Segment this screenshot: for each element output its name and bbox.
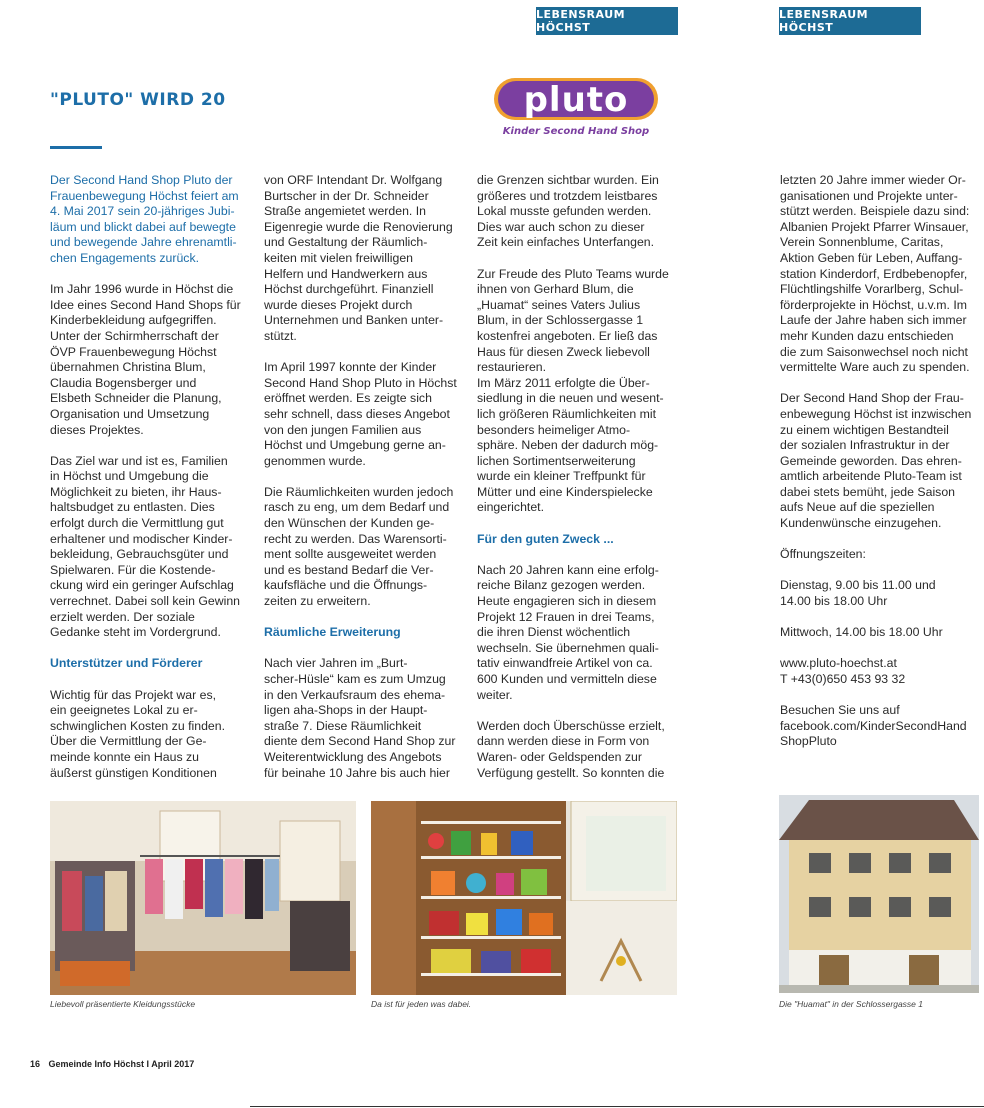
contact-info: www.pluto-hoechst.at T +43(0)650 453 93 32	[780, 656, 906, 686]
page-footer	[30, 1059, 194, 1069]
column-2	[264, 173, 469, 797]
subheading-expansion: Räumliche Erweiterung	[264, 625, 401, 640]
caption-photo-1: Liebevoll präsentierte Kleidungsstücke	[50, 999, 196, 1009]
opening-hours-wednesday: Mittwoch, 14.00 bis 18.00 Uhr	[780, 625, 943, 640]
title-rule	[50, 146, 102, 149]
caption-photo-3: Die "Huamat" in der Schlossergasse 1	[779, 999, 923, 1009]
paragraph: Wichtig für das Projekt war es, ein geeignetes Lokal zu er- schwinglichen Kosten zu finden. Über die Vermittlung der Ge- meinde konnte ein Haus zu äußerst günstigen Konditionen	[50, 687, 225, 780]
photo-toy-shelves	[371, 801, 677, 995]
paragraph: Nach 20 Jahren kann eine erfolg- reiche Bilanz gezogen werden. Heute engagieren sich in diesem Projekt 12 Frauen in drei Teams, die ihren Dienst wöchentlich wechseln. Sie übernehmen quali- tativ einwandfreie Artikel von ca. 600 Kunden und vermitteln diese weiter.	[477, 562, 659, 702]
paragraph: Im April 1997 konnte der Kinder Second Hand Shop Pluto in Höchst eröffnet werden. Es zeigte sich sehr schnell, dass dieses Angebot von den jungen Familien aus Höchst und Umgebung gerne an- genommen wurde.	[264, 360, 457, 468]
paragraph: Im Jahr 1996 wurde in Höchst die Idee eines Second Hand Shops für Kinderbekleidung aufgegriffen. Unter der Schirmherrschaft der ÖVP Frauenbewegung Höchst übernahmen Christina Blum, Claudia Bogensberger und Elsbeth Schneider die Planung, Organisation und Umsetzung dieses Projektes.	[50, 282, 241, 437]
paragraph: Das Ziel war und ist es, Familien in Höchst und Umgebung die Möglichkeit zu bieten, ihr Haus- haltsbudget zu entlasten. Dies erfolgt durch die Vermittlung gut erhaltener und modischer Kinder- bekleidung, Gebrauchsgüter und Spielwaren. Für die Kostende- ckung wird ein geringer Aufschlag verrechnet. Dabei soll kein Gewinn erzielt werden. Der soziale Gedanke steht im Vordergrund.	[50, 453, 241, 640]
section-tag-left: LEBENSRAUM HÖCHST	[536, 7, 678, 35]
paragraph: von ORF Intendant Dr. Wolfgang Burtscher in der Dr. Schneider Straße angemietet werden. In Eigenregie wurde die Renovierung und Gestaltung der Räumlich- keiten mit vielen freiwilligen Helfern und Handwerkern aus Höchst durchgeführt. Finanziell wurde dieses Projekt durch Unternehmen und Banken unter- stützt.	[264, 173, 453, 343]
page-number: 16	[30, 1059, 41, 1069]
logo-subtitle: Kinder Second Hand Shop	[502, 126, 650, 137]
opening-hours-label: Öffnungszeiten:	[780, 547, 866, 562]
publication-name: Gemeinde Info Höchst I April 2017	[48, 1059, 195, 1069]
subheading-good-cause: Für den guten Zweck ...	[477, 531, 614, 546]
column-1	[50, 173, 250, 797]
article-title: "PLUTO" WIRD 20	[50, 90, 226, 110]
photo-clothing-racks	[50, 801, 356, 995]
facebook-info: Besuchen Sie uns auf facebook.com/KinderSecondHand ShopPluto	[780, 703, 967, 749]
section-tag-right: LEBENSRAUM HÖCHST	[779, 7, 921, 35]
subheading-supporters: Unterstützer und Förderer	[50, 656, 203, 671]
column-3	[477, 173, 682, 797]
intro-paragraph: Der Second Hand Shop Pluto der Frauenbewegung Höchst feiert am 4. Mai 2017 sein 20-jähriges Jubi- läum und blickt dabei auf bewegte und bewegende Jahre ehrenamtli- chen Engagements zurück.	[50, 173, 239, 265]
paragraph: die Grenzen sichtbar wurden. Ein größeres und trotzdem leistbares Lokal musste gefunden werden. Dies war auch schon zu dieser Zeit kein einfaches Unterfangen.	[477, 173, 659, 250]
pluto-logo	[490, 74, 662, 140]
bottom-divider	[250, 1106, 984, 1107]
photo-huamat-house	[779, 795, 979, 993]
paragraph: Nach vier Jahren im „Burt- scher-Hüsle“ kam es zum Umzug in den Verkaufsraum des ehema- ligen aha-Shops in der Haupt- straße 7. Diese Räumlichkeit diente dem Second Hand Shop zur Weiterentwicklung des Angebots für beinahe 10 Jahre bis auch hier	[264, 656, 456, 780]
opening-hours-tuesday: Dienstag, 9.00 bis 11.00 und 14.00 bis 18.00 Uhr	[780, 578, 936, 609]
paragraph: Die Räumlichkeiten wurden jedoch rasch zu eng, um dem Bedarf und den Wünschen der Kunden ge- recht zu werden. Das Warensorti- ment sollte ausgeweitet werden und es bestand Bedarf die Ver- kaufsfläche und die Öffnungs- zeiten zu erweitern.	[264, 484, 454, 609]
paragraph: letzten 20 Jahre immer wieder Or- ganisationen und Projekte unter- stützt werden. Beispiele dazu sind: Albanien Projekt Pfarrer Winsauer, Verein Sonnenblume, Caritas, Aktion Geben für Leben, Auffang- station Kinderdorf, Erdbebenopfer, Flüchtlingshilfe Vorarlberg, Schul- förderprojekte in Höchst, u.v.m. Im Laufe der Jahre haben sich immer mehr Kunden dazu entschieden die zum Saisonwechsel noch nicht vermittelte Ware auch zu spenden.	[780, 173, 970, 375]
column-4	[780, 173, 982, 766]
paragraph: Der Second Hand Shop der Frau- enbewegung Höchst ist inzwischen zu einem wichtigen Bestandteil der sozialen Infrastruktur in der Gemeinde geworden. Das ehren- amtlich arbeitende Pluto-Team ist dabei stets bemüht, jede Saison aufs Neue auf die speziellen Kundenwünsche einzugehen.	[780, 391, 972, 531]
paragraph: Werden doch Überschüsse erzielt, dann werden diese in Form von Waren- oder Geldspenden zur Verfügung gestellt. So konnten die	[477, 718, 665, 780]
logo-wordmark: pluto	[523, 80, 629, 120]
caption-photo-2: Da ist für jeden was dabei.	[371, 999, 472, 1009]
paragraph: Zur Freude des Pluto Teams wurde ihnen von Gerhard Blum, die „Huamat“ seines Vaters Julius Blum, in der Schlossergasse 1 kostenfrei angeboten. Er ließ das Haus für diesen Zweck liebevoll restaurieren. Im März 2011 erfolgte die Über- siedlung in die neuen und wesent- lich größeren Räumlichkeiten mit besonders heimeliger Atmo- sphäre. Neben der dadurch mög- lichen Sortimentserweiterung wurde ein kleiner Treffpunkt für Mütter und eine Kinderspielecke eingerichtet.	[477, 266, 669, 515]
